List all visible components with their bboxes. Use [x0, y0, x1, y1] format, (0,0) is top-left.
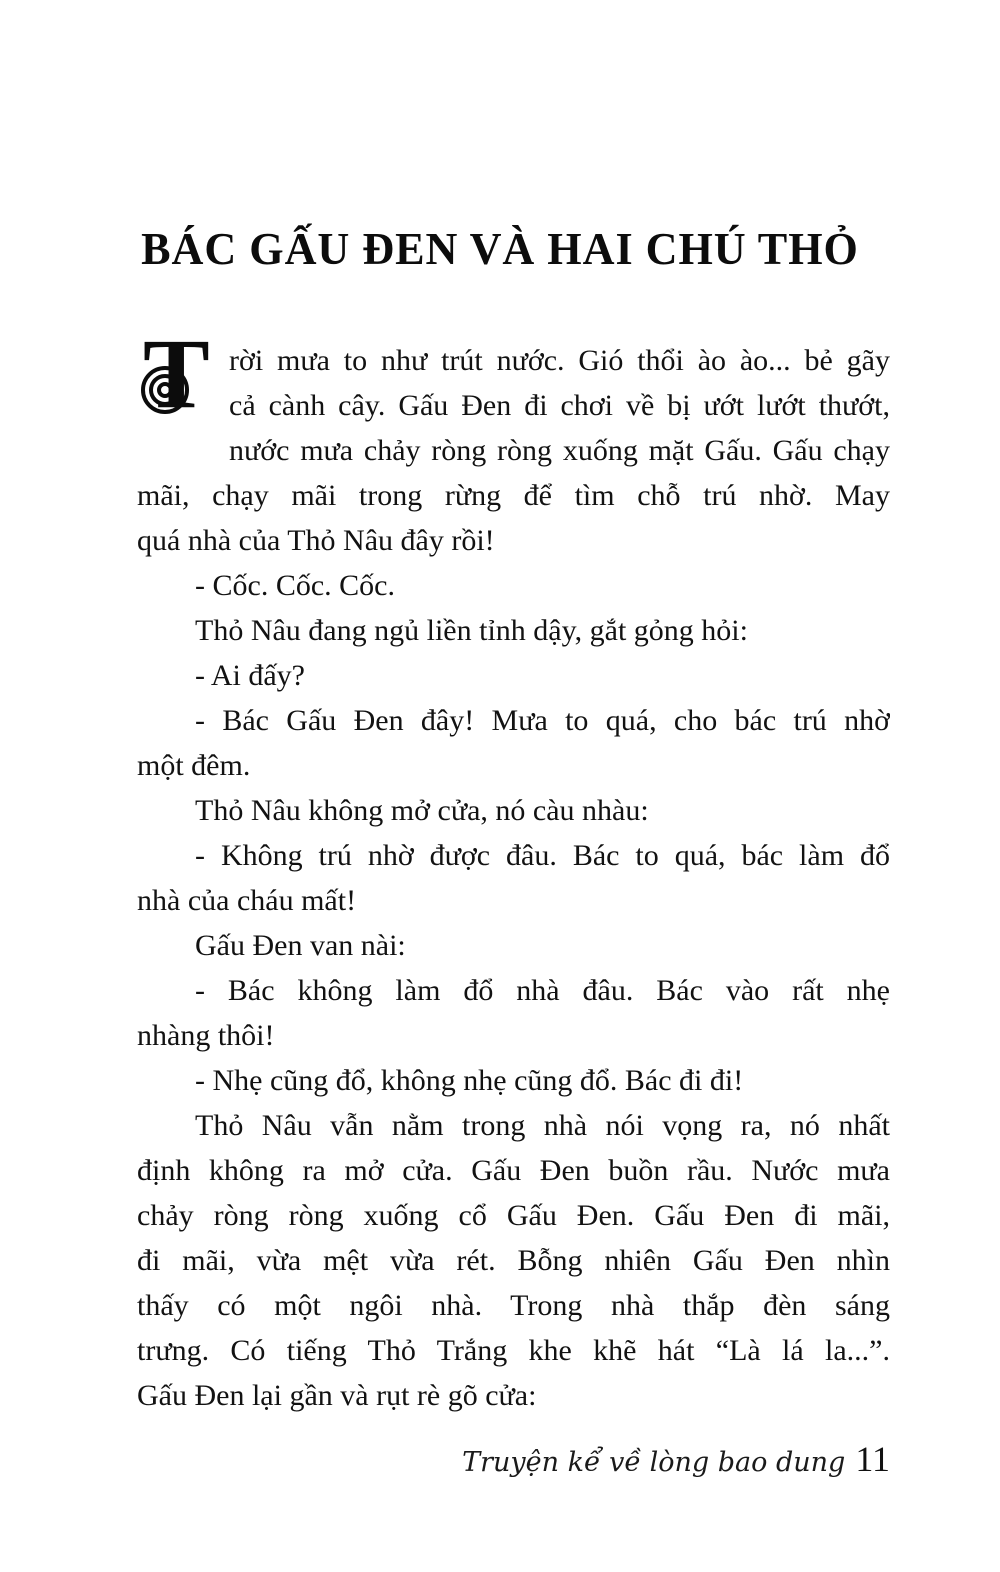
text-line: trưng. Có tiếng Thỏ Trắng khe khẽ hát “Là lá la...”. [137, 1334, 890, 1367]
text-line: cả cành cây. Gấu Đen đi chơi về bị ướt lướt thướt, [229, 389, 890, 422]
text-line: mãi, chạy mãi trong rừng để tìm chỗ trú nhờ. May [137, 479, 890, 512]
text-line: nhà của cháu mất! [137, 884, 357, 917]
text-line: định không ra mở cửa. Gấu Đen buồn rầu. Nước mưa [137, 1154, 890, 1187]
text-line: - Bác Gấu Đen đây! Mưa to quá, cho bác trú nhờ [195, 704, 890, 737]
text-line: nhàng thôi! [137, 1019, 275, 1052]
text-line: một đêm. [137, 749, 251, 782]
text-line: quá nhà của Thỏ Nâu đây rồi! [137, 524, 495, 557]
text-line: thấy có một ngôi nhà. Trong nhà thắp đèn sáng [137, 1289, 890, 1322]
text-line: Thỏ Nâu vẫn nằm trong nhà nói vọng ra, nó nhất [195, 1109, 890, 1142]
text-line: chảy ròng ròng xuống cổ Gấu Đen. Gấu Đen đi mãi, [137, 1199, 890, 1232]
text-line: Gấu Đen lại gần và rụt rè gõ cửa: [137, 1379, 537, 1412]
text-line: - Bác không làm đổ nhà đâu. Bác vào rất nhẹ [195, 974, 890, 1007]
text-line: - Không trú nhờ được đâu. Bác to quá, bác làm đổ [195, 839, 890, 872]
text-line: - Ai đấy? [195, 659, 305, 692]
text-line: - Nhẹ cũng đổ, không nhẹ cũng đổ. Bác đi đi! [195, 1064, 744, 1097]
text-line: rời mưa to như trút nước. Gió thổi ào ào... bẻ gãy [229, 344, 890, 377]
text-line: nước mưa chảy ròng ròng xuống mặt Gấu. Gấu chạy [229, 434, 890, 467]
story-text [137, 318, 890, 1418]
text-line: Thỏ Nâu không mở cửa, nó càu nhàu: [195, 794, 649, 827]
text-line: Gấu Đen van nài: [195, 929, 406, 962]
drop-cap-initial: T [143, 318, 210, 429]
footer-page-number: 11 [855, 1439, 890, 1479]
footer-book-title: Truyện kể về lòng bao dung [462, 1447, 846, 1478]
text-line: Thỏ Nâu đang ngủ liền tỉnh dậy, gắt gỏng hỏi: [195, 614, 748, 647]
text-line: - Cốc. Cốc. Cốc. [195, 569, 395, 602]
drop-cap [137, 318, 225, 430]
page-title: BÁC GẤU ĐEN VÀ HAI CHÚ THỎ [141, 223, 859, 274]
page-footer [462, 1438, 890, 1480]
text-line: đi mãi, vừa mệt vừa rét. Bỗng nhiên Gấu Đen nhìn [137, 1244, 890, 1277]
